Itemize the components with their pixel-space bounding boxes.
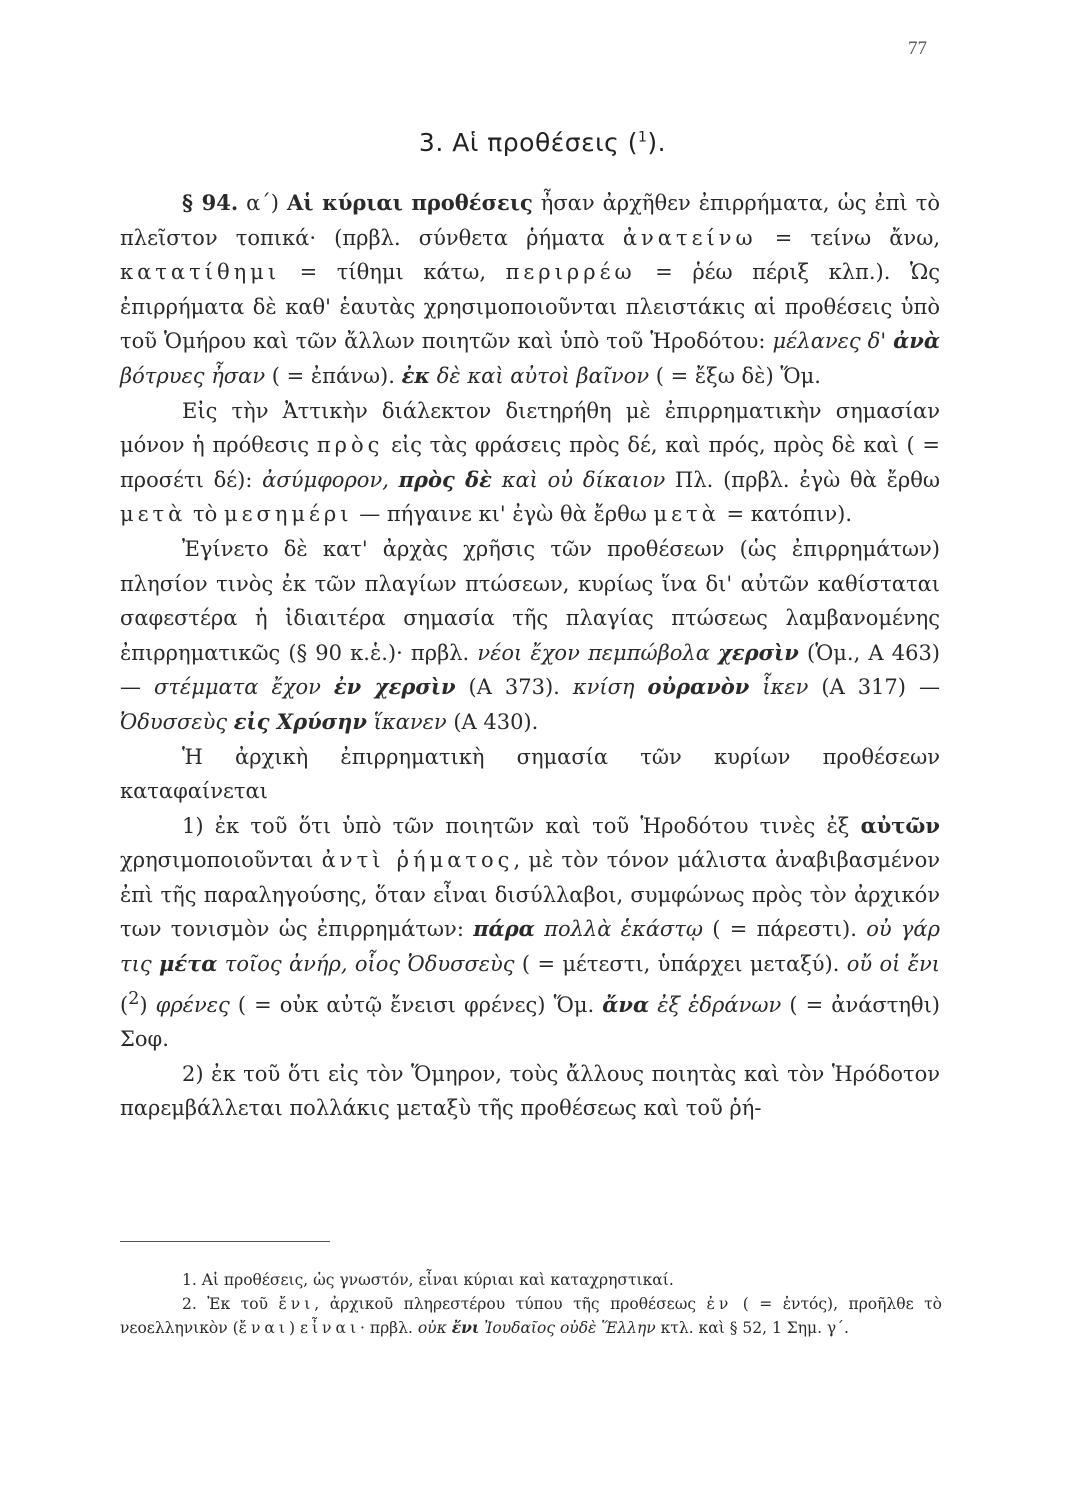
spaced-term: πρὸς	[316, 433, 384, 458]
footnote-1: 1. Αἱ προθέσεις, ὡς γνωστόν, εἶναι κύριαι καὶ καταχρηστικαί.	[182, 1271, 674, 1289]
spaced-term: ἐν	[706, 1295, 733, 1313]
quotation: δὲ καὶ αὐτοὶ βαῖνον	[430, 363, 650, 388]
paragraph-attic	[120, 394, 940, 532]
text: Πλ. (πρβλ. ἐγὼ θὰ ἔρθω	[665, 467, 941, 492]
quotation: φρένες	[147, 992, 230, 1017]
text: α΄)	[238, 191, 287, 215]
text: 2) ἐκ τοῦ ὅτι εἰς τὸν Ὅμηρον, τοὺς ἄλλους ποιητὰς καὶ τὸν Ἡρόδοτον παρεμβάλλεται πολλάκις μεταξὺ τῆς προθέσεως καὶ τοῦ ῥή-	[120, 1061, 940, 1121]
spaced-term: ἀντὶ ῥήματος	[321, 848, 514, 873]
body-text	[120, 186, 940, 1126]
paragraph-94	[120, 186, 940, 394]
text: Εἰς τὴν Ἀττικὴν διάλεκτον διετηρήθη μὲ ἐπιρρηματικὴν σημασίαν μόνον ἡ πρόθεσις	[120, 398, 940, 458]
footnotes	[120, 1268, 942, 1340]
footnote-divider	[120, 1241, 330, 1242]
text: )	[288, 1319, 300, 1337]
quotation: βότρυες ἦσαν	[120, 363, 266, 388]
text: — πήγαινε κι' ἐγὼ θὰ ἔρθω	[352, 502, 654, 527]
bold-term: ἀνὰ	[893, 328, 940, 354]
quotation: νέοι ἔχον πεμπώβολα	[477, 640, 719, 665]
quotation: καὶ οὐ δίκαιον	[491, 467, 666, 492]
quotation: οὔ οἱ ἔνι	[846, 952, 941, 977]
bold-term: Αἱ κύριαι προθέσεις	[287, 190, 533, 215]
text: = κατόπιν).	[719, 502, 853, 527]
text: , ἀρχικοῦ πληρεστέρου τύπου τῆς προθέσεως	[314, 1295, 707, 1313]
text: (Ὁμ., Α 463) —	[120, 640, 940, 700]
bold-term: εἰς Χρύσην	[233, 708, 367, 734]
section-heading-text: 3. Αἱ προθέσεις	[418, 128, 620, 157]
text: 2. Ἐκ τοῦ	[182, 1295, 279, 1313]
text: ( = οὐκ αὐτῷ ἔνεισι φρένες) Ὅμ.	[229, 992, 603, 1017]
text: ( = μέτεστι, ὑπάρχει μεταξύ).	[514, 952, 847, 977]
quotation: πολλὰ ἑκάστῳ	[534, 917, 703, 942]
paragraph-point-2	[120, 1057, 940, 1126]
bold-term: ἐν χερσὶν	[333, 674, 456, 700]
bold-term: αὐτῶν	[860, 812, 940, 838]
spaced-term: μετὰ	[653, 502, 720, 527]
quotation: οὐ γάρ τις	[120, 917, 940, 977]
bold-term: οὐρανὸν	[647, 674, 750, 700]
text: χρησιμοποιοῦνται	[120, 848, 322, 873]
text: (Α 430).	[446, 709, 539, 734]
text: ( = ἐπάνω).	[265, 363, 402, 388]
text: (Α 317) —	[808, 675, 940, 700]
quotation: ἀσύμφορον,	[262, 467, 399, 492]
bold-term: πρὸς δὲ	[398, 466, 492, 492]
text: ἦσαν ἀρχῆθεν ἐπιρρήματα, ὡς ἐπὶ τὸ πλεῖστον τοπικά· (πρβλ. σύνθετα ῥήματα	[120, 191, 941, 250]
spaced-term: μετὰ	[120, 502, 187, 527]
quotation: οὐκ	[417, 1319, 452, 1337]
text: , μὲ τὸν τόνον μάλιστα ἀναβιβασμένον ἐπὶ τῆς παραληγούσης, ὅταν εἶναι δισύλλαβοι, συμφώνως πρὸς τὸν ἀρχικόν των τονισμὸν ὡς ἐπιρρημάτων:	[120, 848, 940, 942]
text: Ἐγίνετο δὲ κατ' ἀρχὰς χρῆσις τῶν προθέσεων (ὡς ἐπιρρημάτων) πλησίον τινὸς ἐκ τῶν πλαγίων πτώσεων, κυρίως ἵνα δι' αὐτῶν καθίσταται σαφεστέρα ἡ ἰδιαιτέρα σημασία τῆς πλαγίας πτώσεως λαμβανομένης ἐπιρρηματικῶς (§ 90 κ.ἑ.)· πρβλ.	[120, 536, 940, 665]
text: = ῥέω πέριξ κλπ.). Ὡς ἐπιρρήματα δὲ καθ' ἑαυτὰς χρησιμοποιοῦνται πλειστάκις αἱ προθέσεις ὑπὸ τοῦ Ὁμήρου καὶ τῶν ἄλλων ποιητῶν καὶ ὑπὸ τοῦ Ἡροδότου:	[120, 260, 941, 354]
quotation: κνίση	[572, 675, 648, 700]
text: κτλ. καὶ § 52, 1 Σημ. γ΄.	[655, 1319, 849, 1337]
page-number: 77	[908, 38, 927, 59]
bold-term: πάρα	[473, 916, 535, 942]
bold-term: ἐκ	[401, 362, 431, 388]
paragraph-evidence	[120, 740, 940, 809]
text: ( = πάρεστι).	[702, 917, 867, 942]
text: · πρβλ.	[360, 1319, 418, 1337]
text: 1) ἐκ τοῦ ὅτι ὑπὸ τῶν ποιητῶν καὶ τοῦ Ἡροδότου τινὲς ἐξ	[182, 813, 861, 838]
section-mark: § 94.	[182, 190, 239, 215]
footnote-2	[120, 1292, 942, 1340]
spaced-term: ἔναι	[238, 1319, 289, 1337]
quotation: Ἰουδαῖος οὐδὲ Ἕλλην	[479, 1319, 656, 1337]
text: ( = ἐντός), προῆλθε τὸ νεοελληνικὸν (	[120, 1295, 942, 1337]
quotation: ἵκανεν	[366, 709, 447, 734]
bold-term: μέτα	[158, 951, 218, 977]
bold-term: χερσὶν	[718, 639, 799, 665]
text: εἰς τὰς φράσεις πρὸς δέ, καὶ πρός, πρὸς δὲ καὶ ( = προσέτι δέ):	[120, 433, 941, 492]
quotation: Ὀδυσσεὺς	[120, 709, 234, 734]
quotation: ἷκεν	[749, 675, 809, 700]
spaced-term: μεσημέρι	[223, 502, 353, 527]
text: (Α 373).	[455, 675, 573, 700]
spaced-term: εἶναι	[299, 1319, 361, 1337]
text: ( = ἔξω δὲ) Ὅμ.	[649, 363, 821, 388]
text: ( = ἀνάστηθι) Σοφ.	[120, 992, 940, 1052]
spaced-term: περιρρέω	[505, 260, 636, 285]
bold-term: ἄνα	[602, 991, 650, 1017]
spaced-term: κατατίθημι	[120, 260, 281, 285]
quotation: μέλανες δ'	[772, 329, 894, 354]
quotation: ἐξ ἑδράνων	[649, 992, 782, 1017]
paragraph-point-1: 1) ἐκ τοῦ ὅτι ὑπὸ τῶν ποιητῶν καὶ τοῦ Ἡροδότου τινὲς ἐξ αὐτῶν χρησιμοποιοῦνται ἀντὶ ῥήματος, μὲ τὸν τόνον μάλιστα ἀναβιβασμένον ἐπὶ τῆς παραληγούσης, ὅταν εἶναι δισύλλαβοι, συμφώνως πρὸς τὸν ἀρχικόν των τονισμὸν ὡς ἐπιρρημάτων: πάρα πολλὰ ἑκάστῳ ( = πάρεστι). οὐ γάρ τις μέτα τοῖος ἀνήρ, οἷος Ὀδυσσεὺς ( = μέτεστι, ὑπάρχει μεταξύ). οὔ οἱ ἔνι ($^2$) φρένες ( = οὐκ αὐτῷ ἔνεισι φρένες) Ὅμ. ἄνα ἐξ ἑδράνων ( = ἀνάστηθι) Σοφ.	[120, 812, 941, 1052]
quotation: στέμματα ἔχον	[153, 675, 334, 700]
text: Ἡ ἀρχικὴ ἐπιρρηματικὴ σημασία τῶν κυρίων προθέσεων καταφαίνεται	[120, 744, 940, 804]
text: = τείνω ἄνω,	[756, 225, 940, 250]
footnote-ref-2: 2	[128, 988, 140, 1009]
spaced-term: ἔνι	[278, 1295, 315, 1313]
section-heading: 3. Αἱ προθέσεις ($^1$).	[418, 128, 667, 157]
text: = τίθημι κάτω,	[280, 260, 506, 285]
footnote-ref-1: 1	[637, 129, 648, 146]
spaced-term: ἀνατείνω	[622, 225, 757, 250]
text: τὸ	[186, 502, 224, 527]
quotation: τοῖος ἀνήρ, οἷος Ὀδυσσεὺς	[217, 952, 515, 977]
paragraph-cases	[120, 532, 940, 740]
bold-term: ἔνι	[451, 1318, 480, 1337]
